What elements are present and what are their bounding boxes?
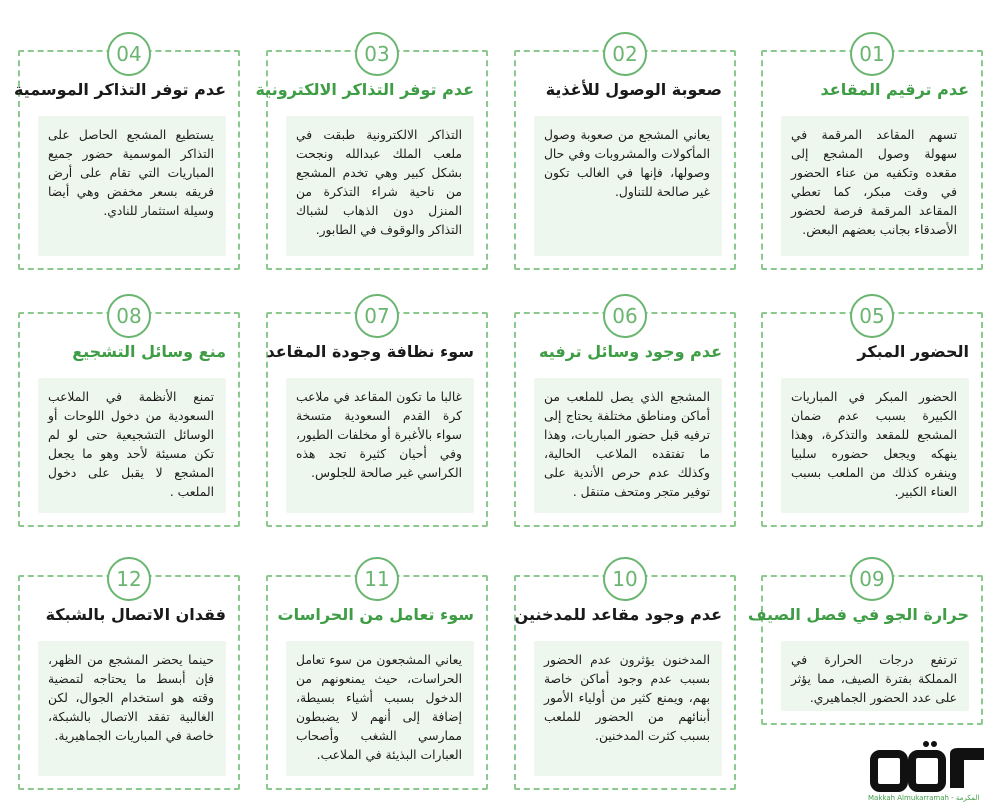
card-body: [781, 378, 969, 513]
card-text: يستطيع المشجع الحاصل على التذاكر الموسمية حضور جميع المباريات التي تقام على أرض فريقه بسعر مخفض وهي أيضا وسيلة استثمار للنادي.: [48, 128, 214, 218]
card-text: تمنع الأنظمة في الملاعب السعودية من دخول اللوحات أو الوسائل التشجيعية حتى لو لم تكن مسيئة لأحد وهو ما يجعل المشجع لا يقبل على دخول الملعب .: [48, 390, 214, 499]
makkah-logo: [868, 740, 990, 802]
card-title: فقدان الاتصال بالشبكة: [45, 605, 226, 624]
card-body: [38, 116, 226, 256]
card-number: 04: [107, 32, 151, 76]
card-text: ترتفع درجات الحرارة في المملكة بفترة الصيف، مما يؤثر على عدد الحضور الجماهيري.: [791, 653, 957, 705]
card-07: [266, 304, 488, 527]
card-11: [266, 567, 488, 790]
card-title: عدم توفر التذاكر الموسمية: [13, 80, 226, 99]
card-body: [286, 116, 474, 256]
card-09: [748, 567, 983, 725]
card-body: [38, 378, 226, 513]
card-text: المشجع الذي يصل للملعب من أماكن ومناطق مختلفة يحتاج إلى ترفيه قبل حضور المباريات، وهذا ما تفتقده الملاعب الحالية، وكذلك عدم حرص الأندية على توفير متجر ومتحف متنقل .: [544, 390, 710, 499]
card-01: [761, 42, 983, 270]
card-number: 09: [850, 557, 894, 601]
card-body: [781, 116, 969, 256]
card-text: التذاكر الالكترونية طبقت في ملعب الملك عبدالله ونجحت بشكل كبير وهي تخدم المشجع من ناحية شراء التذكرة من المنزل دون الذهاب لشباك التذاكر والوقوف في الطابور.: [296, 128, 462, 237]
card-title: عدم وجود مقاعد للمدخنين: [514, 605, 722, 624]
card-10: [514, 567, 736, 790]
card-text: غالبا ما تكون المقاعد في ملاعب كرة القدم السعودية متسخة سواء بالأغبرة أو مخلفات الطيور، وفي أحيان كثيرة تجد هذه الكراسي غير صالحة للجلوس.: [296, 390, 462, 480]
card-body: [286, 378, 474, 513]
card-body: [38, 641, 226, 776]
card-title: سوء نظافة وجودة المقاعد: [266, 342, 474, 361]
card-08: [18, 304, 240, 527]
card-03: [255, 42, 488, 270]
card-text: يعاني المشجعون من سوء تعامل الحراسات، حيث يمنعونهم من الدخول بسبب أشياء بسيطة، إضافة إلى أنهم لا يضبطون ممارسي الشغب وأصحاب العبارات البذيئة في الملاعب.: [296, 653, 462, 762]
card-number: 07: [355, 294, 399, 338]
card-title: عدم وجود وسائل ترفيه: [539, 342, 722, 361]
card-text: المدخنون يؤثرون عدم الحضور بسبب عدم وجود أماكن خاصة بهم، ويمنع كثير من أولياء الأمور أبنائهم من الحضور للملعب بسبب كثرت المدخنين.: [544, 653, 710, 743]
card-number: 03: [355, 32, 399, 76]
card-text: الحضور المبكر في المباريات الكبيرة بسبب عدم ضمان المشجع للمقعد والتذكرة، وهذا ينهكه ويجعل حضوره سلبيا وينفره كذلك من الملعب بسبب العناء الكبير.: [791, 390, 957, 499]
card-number: 12: [107, 557, 151, 601]
card-number: 11: [355, 557, 399, 601]
card-number: 05: [850, 294, 894, 338]
card-body: [534, 641, 722, 776]
card-number: 10: [603, 557, 647, 601]
card-text: يعاني المشجع من صعوبة وصول المأكولات والمشروبات وفي حال وصولها، فإنها في الغالب تكون غير صالحة للتناول.: [544, 128, 710, 199]
card-05: [761, 304, 983, 527]
card-number: 02: [603, 32, 647, 76]
card-04: [13, 42, 240, 270]
card-title: عدم ترقيم المقاعد: [820, 80, 969, 99]
card-text: تسهم المقاعد المرقمة في سهولة وصول المشجع إلى مقعده وتكفيه من عناء الحضور في وقت مبكر، كما تعطي المقاعد المرقمة فرصة لحضور الأصدقاء بجانب بعضهم البعض.: [791, 128, 957, 237]
card-title: صعوبة الوصول للأغذية: [545, 80, 722, 99]
card-number: 08: [107, 294, 151, 338]
card-title: منع وسائل التشجيع: [72, 342, 226, 361]
card-body: [534, 378, 722, 513]
card-02: [514, 42, 736, 270]
card-title: الحضور المبكر: [857, 342, 969, 361]
card-title: عدم توفر التذاكر الالكترونية: [255, 80, 474, 99]
card-06: [514, 304, 736, 527]
card-body: [534, 116, 722, 256]
card-number: 01: [850, 32, 894, 76]
card-text: حينما يحضر المشجع من الظهر، فإن أبسط ما يحتاجه لتمضية وقته هو استخدام الجوال، لكن الغالبية تفقد الاتصال بالشبكة، خاصة في المباريات الجماهيرية.: [48, 653, 214, 743]
logo-subtitle: Makkah Almukarramah - المكرمة: [868, 794, 980, 802]
card-12: [18, 567, 240, 790]
card-title: سوء تعامل من الحراسات: [277, 605, 474, 624]
card-body: [286, 641, 474, 776]
card-title: حرارة الجو في فصل الصيف: [748, 605, 969, 624]
card-number: 06: [603, 294, 647, 338]
card-body: [781, 641, 969, 711]
